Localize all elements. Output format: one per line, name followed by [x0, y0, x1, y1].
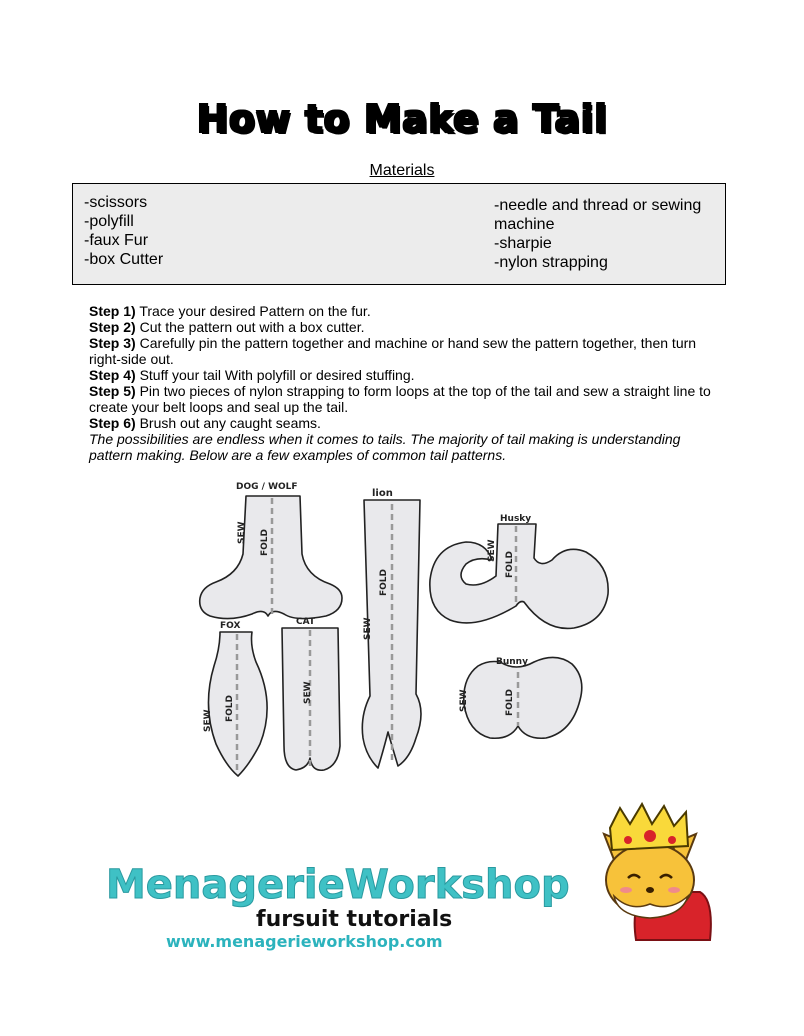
- step-label: Step 6): [89, 415, 136, 431]
- fold-label: FOLD: [505, 550, 515, 578]
- sew-label: SEW: [363, 617, 373, 640]
- step-label: Step 5): [89, 383, 136, 399]
- step-label: Step 3): [89, 335, 136, 351]
- step-label: Step 4): [89, 367, 136, 383]
- material-item: -nylon strapping: [494, 254, 608, 271]
- lion-label: lion: [372, 488, 393, 499]
- fox-label: FOX: [220, 621, 241, 631]
- step-label: Step 1): [89, 303, 136, 319]
- fold-label: FOLD: [379, 568, 389, 596]
- step-item: [89, 319, 719, 335]
- bunny-label: Bunny: [496, 657, 528, 667]
- sew-label: SEW: [203, 709, 213, 732]
- fold-label: FOLD: [225, 694, 235, 722]
- sew-label: SEW: [303, 681, 313, 704]
- step-item: [89, 415, 719, 431]
- step-text: Trace your desired Pattern on the fur.: [135, 303, 371, 319]
- step-text: Cut the pattern out with a box cutter.: [135, 319, 365, 335]
- step-item: [89, 303, 719, 319]
- material-item: -needle and thread or sewing machine: [494, 197, 702, 233]
- step-text: Carefully pin the pattern together and machine or hand sew the pattern together, then turn right-side out.: [89, 335, 697, 367]
- cat-label: CAT: [296, 617, 316, 627]
- step-text: Stuff your tail With polyfill or desired stuffing.: [135, 367, 415, 383]
- husky-pattern: [430, 524, 608, 628]
- steps-list: [89, 303, 719, 463]
- step-label: Step 2): [89, 319, 136, 335]
- fold-label: FOLD: [260, 528, 270, 556]
- brand-name: MenagerieWorkshop: [106, 862, 570, 908]
- bunny-pattern: [464, 657, 582, 738]
- dog-wolf-label: DOG / WOLF: [236, 482, 298, 492]
- materials-left-column: [84, 193, 464, 269]
- material-item: -faux Fur: [84, 232, 149, 249]
- sew-label: SEW: [237, 521, 247, 544]
- patterns-note: The possibilities are endless when it comes to tails. The majority of tail making is understanding pattern making. Below are a few examples of common tail patterns.: [89, 431, 681, 463]
- material-item: -polyfill: [84, 213, 134, 230]
- materials-heading: Materials: [369, 162, 435, 179]
- page-title: How to Make a Tail: [196, 97, 608, 141]
- material-item: -sharpie: [494, 235, 552, 252]
- brand-url: www.menagerieworkshop.com: [166, 932, 443, 951]
- husky-label: Husky: [500, 514, 532, 524]
- material-item: -scissors: [84, 194, 148, 211]
- sew-label: SEW: [459, 689, 469, 712]
- materials-right-column: [494, 196, 714, 272]
- brand-subtitle: fursuit tutorials: [256, 907, 453, 932]
- step-text: Brush out any caught seams.: [135, 415, 321, 431]
- fold-label: FOLD: [505, 688, 515, 716]
- step-item: [89, 367, 719, 383]
- menagerie-workshop-logo: [100, 800, 720, 960]
- sew-label: SEW: [487, 539, 497, 562]
- materials-box: [72, 183, 726, 285]
- fox-mascot: [604, 804, 711, 940]
- step-item: [89, 335, 719, 367]
- step-text: Pin two pieces of nylon strapping to form loops at the top of the tail and sew a straight line to create your belt loops and seal up the tail.: [89, 383, 711, 415]
- step-item: [89, 383, 719, 415]
- material-item: -box Cutter: [84, 251, 164, 268]
- tail-patterns-illustration: [180, 476, 640, 786]
